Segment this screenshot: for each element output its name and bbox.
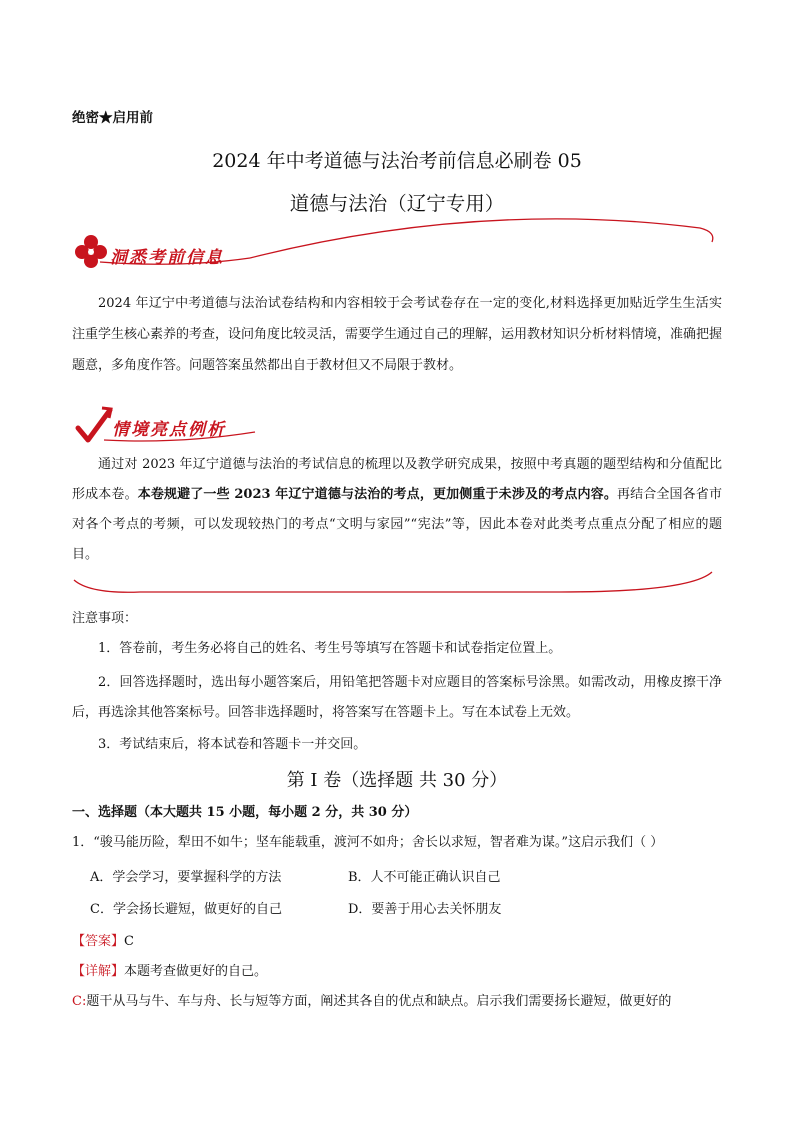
detail-label: 【详解】: [72, 964, 125, 979]
note-item-3: 3．考试结束后，将本试卷和答题卡一并交回。: [98, 737, 367, 752]
option-a: A．学会学习，要掌握科学的方法: [90, 870, 282, 885]
info-section-heading: 洞悉考前信息: [110, 248, 224, 268]
confidential-label: 绝密★启用前: [72, 110, 153, 126]
volume-title: 第 I 卷（选择题 共 30 分）: [286, 770, 508, 791]
highlight-text-part-1: 通过对 2023 年辽宁道德与法治的考试信息的梳理以及教学研究成果，按照中考真题的题型结构和分值配比形成本卷。: [72, 457, 722, 502]
highlight-text-part-3: 再结合全国各省市对各个考点的考频，可以发现较热门的考点“文明与家园”“宪法”等，因此本卷对此类考点重点分配了相应的题目。: [72, 487, 722, 562]
note-item-1: 1．答卷前，考生务必将自己的姓名、考生号等填写在答题卡和试卷指定位置上。: [98, 641, 562, 656]
detail-line: [72, 960, 267, 979]
exam-subtitle: 道德与法治（辽宁专用）: [289, 192, 505, 215]
notes-title: 注意事项：: [72, 611, 138, 626]
answer-line: [72, 930, 134, 949]
highlight-text-part-2: 本卷规避了一些 2023 年辽宁道德与法治的考点，更加侧重于未涉及的考点内容。: [137, 487, 617, 502]
option-c: C．学会扬长避短，做更好的自己: [90, 902, 282, 917]
info-section-text: 2024 年辽宁中考道德与法治试卷结构和内容相较于会考试卷存在一定的变化,材料选择更加贴近学生生活实注重学生核心素养的考查，设问角度比较灵活，需要学生通过自己的理解，运用教材知识分析材料情境，准确把握题意，多角度作答。问题答案虽然都出自于教材但又不局限于教材。: [72, 296, 723, 373]
exam-title: 2024 年中考道德与法治考前信息必刷卷 05: [212, 150, 582, 172]
checkmark-icon: [74, 406, 114, 446]
question-stem: 1．“骏马能历险，犁田不如牛；坚车能载重，渡河不如舟；舍长以求短，智者难为谋。”这启示我们（ ）: [72, 835, 664, 850]
explanation-text: 题干从马与牛、车与舟、长与短等方面，阐述其各自的优点和缺点。启示我们需要扬长避短，做更好的: [86, 994, 672, 1009]
explanation-line: [72, 990, 732, 1009]
answer-value: C: [124, 934, 134, 949]
note-item-2: 2．回答选择题时，选出每小题答案后，用铅笔把答题卡对应题目的答案标号涂黑。如需改动，用橡皮擦干净后，再选涂其他答案标号。回答非选择题时，将答案写在答题卡上。写在本试卷上无效。: [72, 675, 722, 720]
detail-text: 本题考查做更好的自己。: [124, 964, 268, 979]
option-b: B．人不可能正确认识自己: [348, 870, 501, 885]
flower-icon: [72, 232, 110, 270]
highlight-section-text: [72, 450, 722, 570]
section-heading: 一、选择题（本大题共 15 小题，每小题 2 分，共 30 分）: [72, 805, 418, 820]
explanation-label: C:: [72, 994, 87, 1009]
answer-label: 【答案】: [72, 934, 125, 949]
highlight-section-heading: 情境亮点例析: [112, 420, 226, 440]
option-d: D．要善于用心去关怀朋友: [348, 902, 502, 917]
